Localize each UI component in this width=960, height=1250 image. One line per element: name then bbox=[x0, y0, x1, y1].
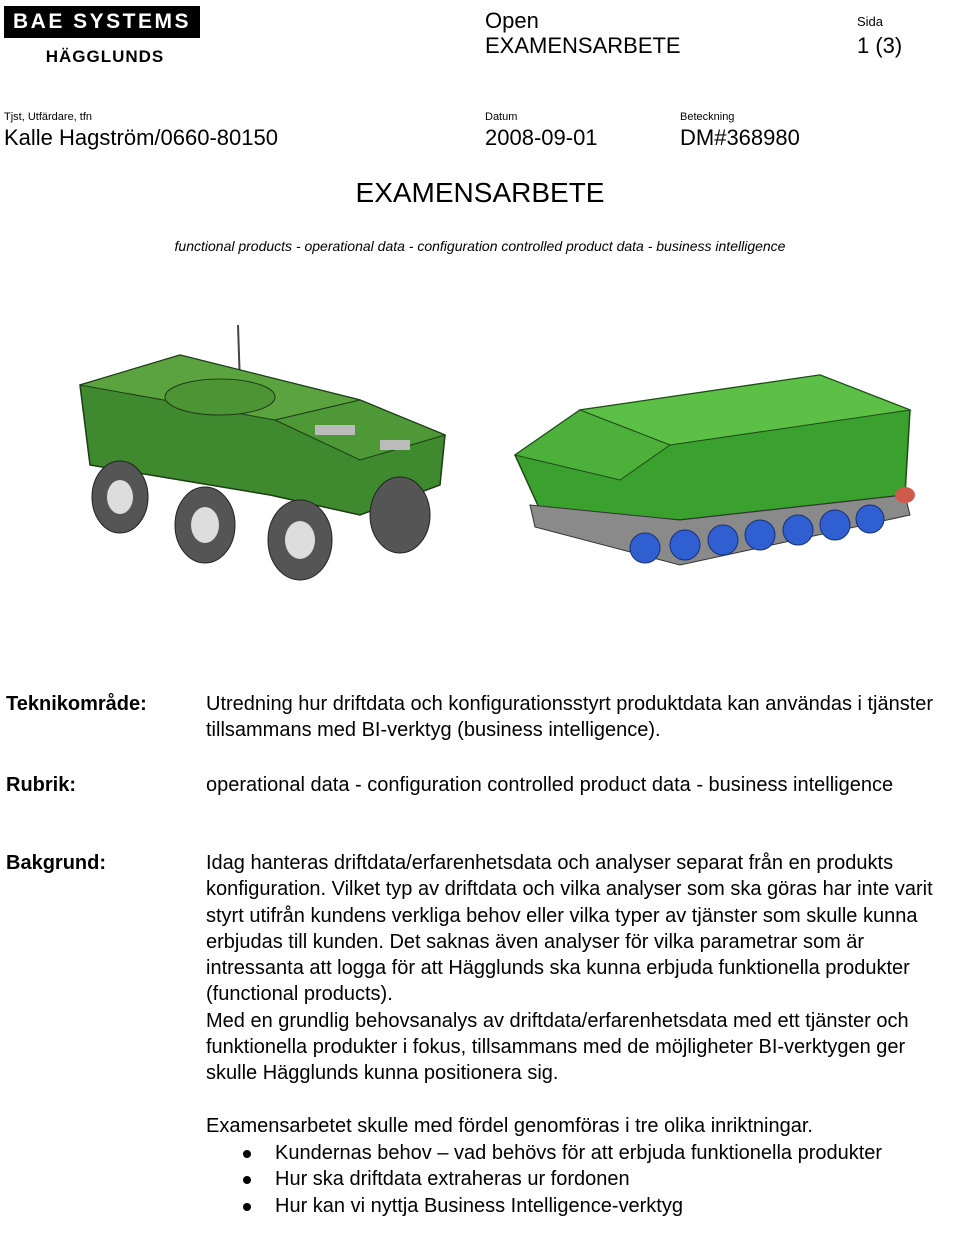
date-value: 2008-09-01 bbox=[485, 125, 598, 150]
teknikomrade-text: Utredning hur driftdata och konfigurationsstyrt produktdata kan användas i tjänster tillsammans med BI-verktyg (business intelligence). bbox=[206, 693, 934, 742]
document-subtitle: functional products - operational data - configuration controlled product data - business intelligence bbox=[174, 238, 786, 254]
author-value: Kalle Hagström/0660-80150 bbox=[4, 125, 278, 150]
company-logo bbox=[4, 6, 200, 38]
wheeled-vehicle-image bbox=[80, 325, 445, 580]
logo-brand-text: BAE SYSTEMS bbox=[12, 10, 192, 33]
reference-value: DM#368980 bbox=[680, 125, 800, 150]
focus-list-container bbox=[206, 1140, 926, 1219]
bakgrund-paragraph-3: Examensarbetet skulle med fördel genomföras i tre olika inriktningar. bbox=[206, 1114, 813, 1137]
page-number: 1 (3) bbox=[857, 33, 903, 58]
document-title: EXAMENSARBETE bbox=[355, 177, 605, 208]
rubrik-text: operational data - configuration controlled product data - business intelligence bbox=[206, 774, 894, 796]
page-label: Sida bbox=[857, 14, 884, 29]
classification: Open bbox=[485, 8, 539, 33]
bakgrund-label: Bakgrund: bbox=[6, 852, 106, 874]
rubrik-label: Rubrik: bbox=[6, 774, 76, 796]
vehicle-illustration bbox=[60, 315, 930, 595]
list-item: Hur ska driftdata extraheras ur fordonen bbox=[206, 1166, 926, 1192]
bakgrund-paragraph-2: Med en grundlig behovsanalys av driftdata/erfarenhetsdata med ett tjänster och funktionella produkter i fokus, tillsammans med de möjligheter BI-verktygen ger skulle Hägglunds kunna positionera sig. bbox=[206, 1009, 909, 1085]
list-item: Hur kan vi nyttja Business Intelligence-verktyg bbox=[206, 1193, 926, 1219]
author-label: Tjst, Utfärdare, tfn bbox=[4, 111, 93, 123]
bakgrund-body bbox=[206, 850, 958, 1139]
focus-list bbox=[206, 1140, 926, 1219]
tracked-vehicle-image bbox=[515, 375, 915, 565]
document-type: EXAMENSARBETE bbox=[485, 33, 681, 58]
date-label: Datum bbox=[485, 111, 518, 123]
reference-label: Beteckning bbox=[680, 111, 735, 123]
logo-subbrand: HÄGGLUNDS bbox=[45, 47, 165, 66]
bakgrund-paragraph-1: Idag hanteras driftdata/erfarenhetsdata och analyser separat från en produkts konfiguration. Vilket typ av driftdata och vilka analyser som ska göras har inte varit styrt utifrån kundens verkliga behov eller vilka typer av tjänster som skulle kunna erbjudas till kunden. Det saknas även analyser för vilka parametrar som är intressanta att logga för att Hägglunds ska kunna erbjuda funktionella produkter (functional products). bbox=[206, 852, 933, 1006]
teknikomrade-label: Teknikområde: bbox=[6, 693, 147, 715]
list-item: Kundernas behov – vad behövs för att erbjuda funktionella produkter bbox=[206, 1140, 926, 1166]
